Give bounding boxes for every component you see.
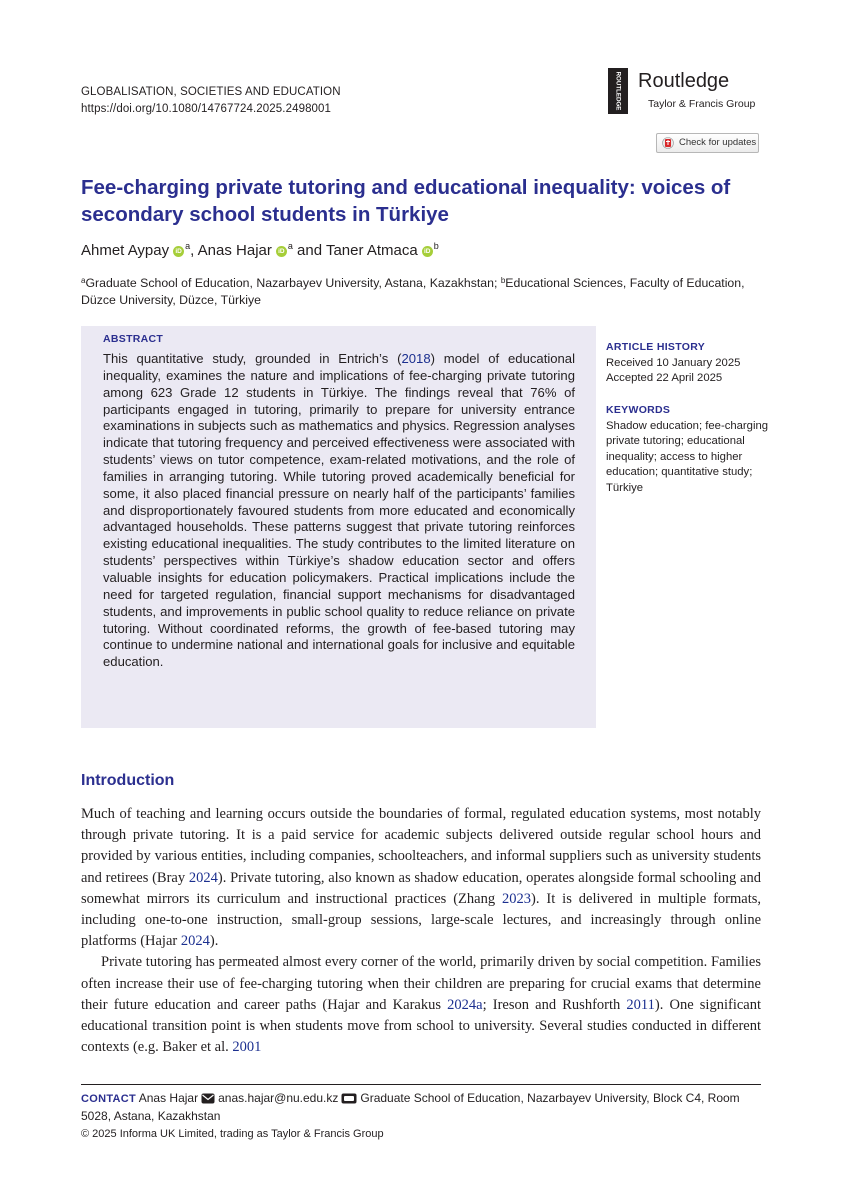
article-title: Fee-charging private tutoring and educational inequality: voices of secondary school students in Türkiye [81,176,731,226]
citation-link[interactable]: 2001 [232,1039,262,1056]
citation-link[interactable]: 2024 [188,869,218,886]
paragraph-text: ). [209,933,219,950]
email-icon [201,1093,215,1104]
abstract-heading: ABSTRACT [103,333,164,345]
publisher-name: Routledge [638,70,730,92]
address-icon [341,1093,357,1104]
citation-link[interactable]: 2018 [401,351,431,366]
publisher-logo[interactable] [608,68,768,116]
journal-name: GLOBALISATION, SOCIETIES AND EDUCATION [81,86,341,98]
abstract-text-part: ) model of educational inequality, examines the nature and implications of fee-charging private tutoring among 623 Grade 12 students in Türkiye. The findings reveal that 76% of participants engaged in tutoring, primarily to prepare for university entrance examinations in subjects such as mathematics and physics. Regression analyses indicate that tutoring frequency and perceived effectiveness were associated with students’ views on tutor competence, exam-related motivations, and the role of families in arranging tutoring. While tutoring proved academically beneficial for some, it also placed financial pressure on nearly half of the participants’ families and disproportionately favoured students from more educated and economically advantaged households. These patterns suggest that private tutoring reinforces existing educational inequalities. The study contributes to the limited literature on students’ perspectives within Türkiye’s shadow education sector and offers valuable insights for education policymakers. Practical implications include the need for targeted regulation, financial support mechanisms for disadvantaged students, and improvements in public school quality to reduce reliance on private tutoring. Without coordinated reforms, the growth of fee-based tutoring may continue to undermine national and international goals for inclusive and equitable education. [103,351,575,670]
affiliation-a: Graduate School of Education, Nazarbayev University, Astana, Kazakhstan; [85,276,501,290]
citation-link[interactable]: 2024a [447,996,483,1013]
journal-header [81,84,341,118]
paragraph-text: ). It is delivered in multiple formats, including one-to-one instruction, small-group sessions, large-scale lectures, and increasingly through online platforms (Hajar [81,890,762,950]
author-separator: , [190,242,198,259]
paragraph [81,804,761,952]
article-history-heading: ARTICLE HISTORY [606,341,706,353]
author-name: Anas Hajar [197,242,272,259]
contact-info [81,1090,766,1125]
contact-address: Graduate School of Education, Nazarbayev University, Block C4, Room 5028, Astana, Kazakhstan [81,1091,740,1123]
paragraph-text: Private tutoring has permeated almost every corner of the world, primarily driven by social competition. Families often increase their use of fee-charging tutoring when their children are preparing for crucial exams that determine their future education and career paths (Hajar and Karakus [81,954,761,1013]
affiliation-b: Educational Sciences, Faculty of Education, Düzce University, Düzce, Türkiye [81,276,745,307]
paragraph-text: Much of teaching and learning occurs outside the boundaries of formal, regulated education systems, most notably through private tutoring. It is a paid service for academic subjects delivered outside regular school hours and provided by various entities, including companies, schoolteachers, and informal suppliers such as university students and retirees (Bray [81,806,761,886]
contact-name: Anas Hajar [138,1091,199,1105]
abstract-text [103,351,575,671]
abstract-text-part: This quantitative study, grounded in Entrich’s ( [103,351,402,366]
section-heading-introduction: Introduction [81,772,175,789]
citation-link[interactable]: 2024 [180,933,210,950]
author-name: Taner Atmaca [325,242,418,259]
check-for-updates-label: Check for updates [679,137,757,148]
received-date: Received 10 January 2025 [606,356,741,369]
citation-link[interactable]: 2011 [626,996,655,1013]
paragraph-text: ). One significant educational transition point is when students move from school to university. Several studies conducted in different contexts (e.g. Baker et al. [81,996,761,1056]
paragraph-text: ). Private tutoring, also known as shadow education, operates alongside formal schooling and somewhat mirrors its curriculum and instructional practices (Zhang [81,869,761,907]
footer-rule [81,1084,761,1085]
affiliation-mark: b [500,276,506,285]
author-list [81,236,439,261]
keywords [606,403,776,496]
check-for-updates-button[interactable] [656,133,759,153]
contact-heading: CONTACT [81,1093,137,1105]
orcid-icon[interactable]: iD [422,246,433,257]
doi-link[interactable]: https://doi.org/10.1080/14767724.2025.2498001 [81,103,332,115]
svg-text:ROUTLEDGE: ROUTLEDGE [614,71,622,111]
affiliation-mark: a [81,276,86,285]
affiliations [81,272,771,309]
author-affiliation-mark: b [433,241,439,251]
publisher-group: Taylor & Francis Group [648,98,756,110]
author-name: Ahmet Aypay [81,242,170,259]
routledge-logo-icon [608,68,628,114]
author-affiliation-mark: a [287,241,293,251]
author-separator: and [292,242,326,259]
crossmark-icon [662,137,674,149]
paragraph [81,952,761,1058]
author-affiliation-mark: a [185,241,191,251]
paragraph-text: ; Ireson and Rushforth [482,996,627,1013]
article-history [606,340,776,387]
citation-link[interactable]: 2023 [502,890,532,907]
contact-email[interactable]: anas.hajar@nu.edu.kz [218,1091,339,1105]
copyright: © 2025 Informa UK Limited, trading as Taylor & Francis Group [81,1128,384,1140]
orcid-icon[interactable]: iD [173,246,184,257]
keywords-heading: KEYWORDS [606,404,671,416]
keywords-text: Shadow education; fee-charging private tutoring; educational inequality; access to higher education; quantitative study; Türkiye [606,419,769,494]
introduction-body [81,804,761,1058]
accepted-date: Accepted 22 April 2025 [606,372,723,384]
orcid-icon[interactable]: iD [276,246,287,257]
